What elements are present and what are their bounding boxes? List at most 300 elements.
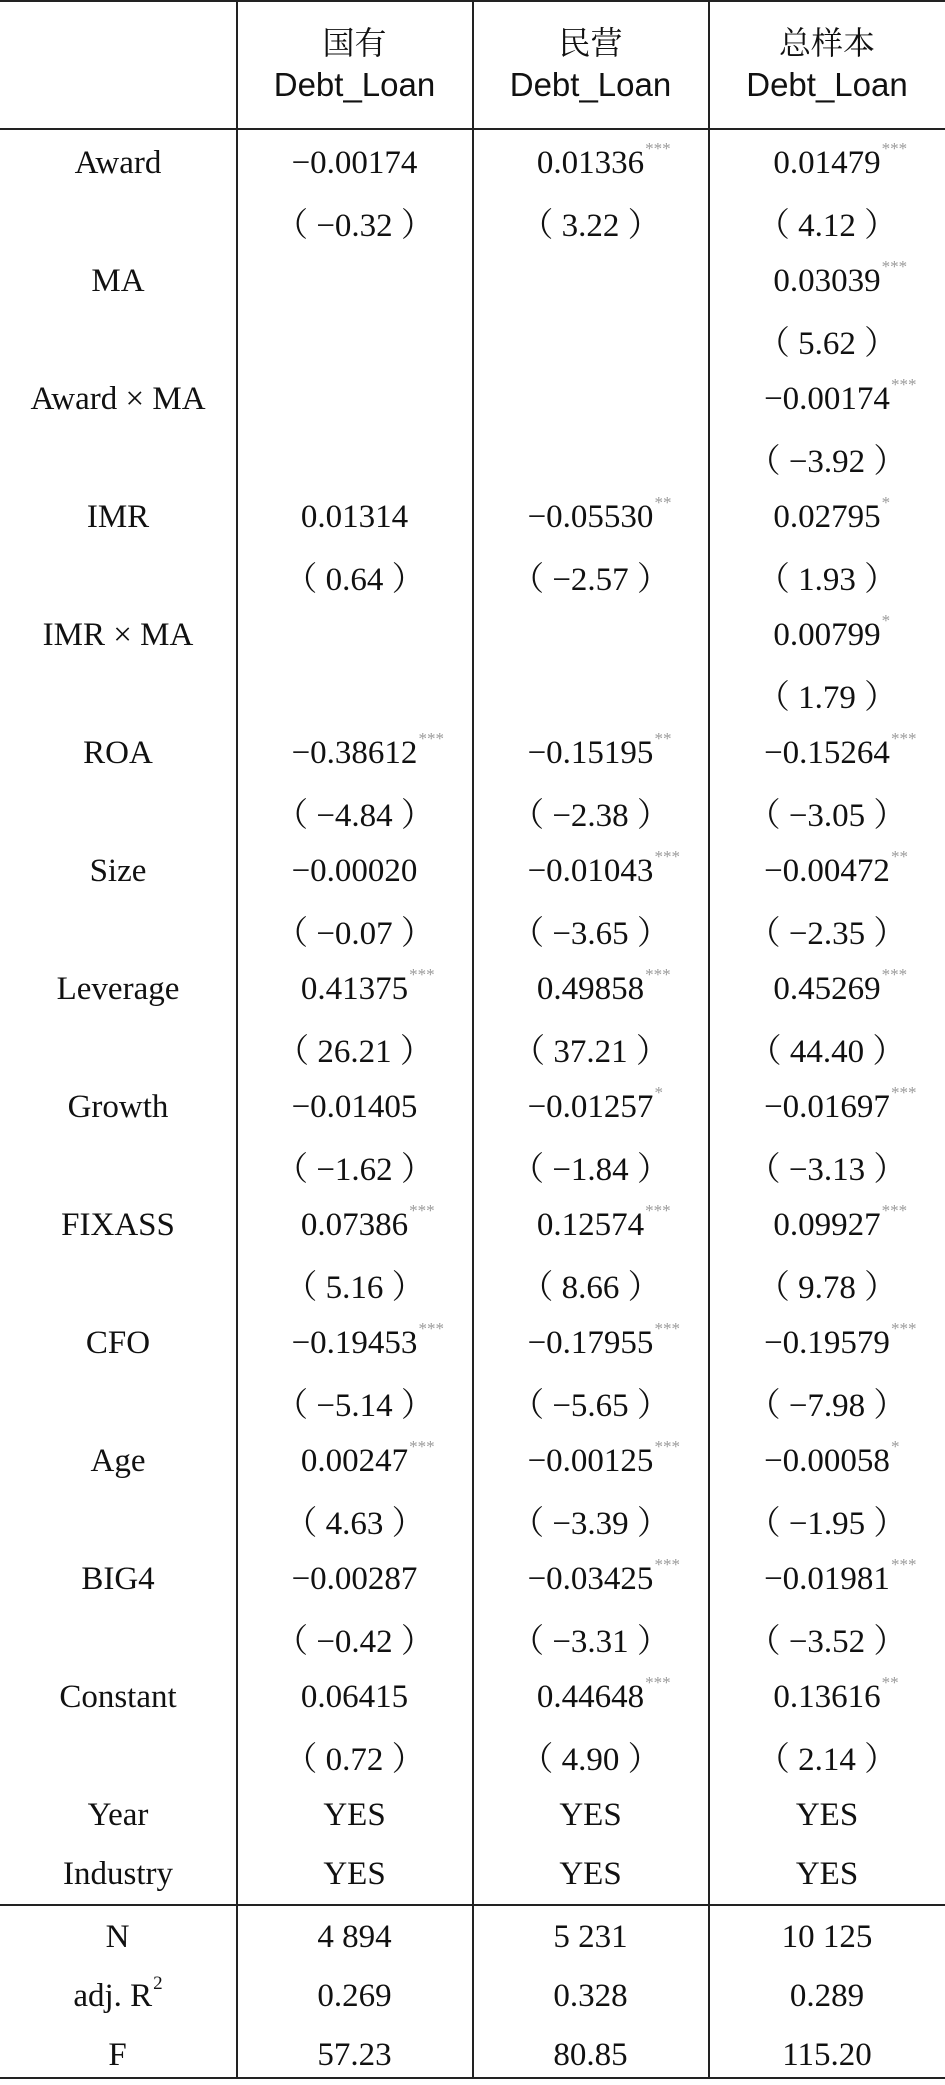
cell-wrap: [773, 1673, 899, 1716]
cell-value: （ −3.13 ）: [747, 1152, 907, 1188]
table-cell: [473, 1491, 708, 1550]
significance-stars: ***: [418, 729, 444, 748]
cell-value: −0.05530: [527, 499, 654, 535]
cell-value: 0.09927: [773, 1207, 881, 1243]
table-cell: [237, 193, 472, 252]
cell-value: −0.00174: [764, 381, 890, 417]
cell-value: （ −0.42 ）: [275, 1624, 434, 1660]
table-cell: [473, 783, 708, 842]
table-cell: [473, 311, 708, 370]
table-cell: [709, 1196, 945, 1255]
table-cell: [237, 960, 472, 1019]
table-cell: [237, 724, 472, 783]
table-cell: [709, 547, 945, 606]
table-cell: [709, 1137, 945, 1196]
row-label: Growth: [67, 1089, 169, 1125]
stat-value: 5 231: [553, 1919, 628, 1955]
table-row: [0, 783, 945, 842]
significance-stars: *: [881, 493, 891, 512]
significance-stars: ***: [645, 1201, 671, 1220]
cell-value: −0.19579: [764, 1325, 890, 1361]
cell-wrap: [748, 1143, 907, 1190]
table-cell: [473, 606, 708, 665]
cell-value: （ −1.84 ）: [511, 1152, 670, 1188]
table-cell: [709, 1609, 945, 1668]
stat-value: 0.328: [553, 1978, 628, 2014]
table-cell: [237, 1609, 472, 1668]
cell-wrap: [757, 553, 897, 600]
cell-value: （ 26.21 ）: [276, 1034, 433, 1070]
cell-value: （ 8.66 ）: [520, 1270, 661, 1306]
cell-wrap: [764, 1555, 917, 1598]
cell-wrap: [292, 145, 418, 182]
table-cell: [473, 193, 708, 252]
cell-value: （ 5.16 ）: [284, 1270, 425, 1306]
stats-row: [0, 2026, 945, 2085]
cell-wrap: [511, 1497, 670, 1544]
cell-wrap: [527, 1437, 680, 1480]
row-label: Award: [74, 145, 162, 181]
significance-stars: ***: [645, 139, 671, 158]
table-cell: [709, 783, 945, 842]
cell-value: （ −2.35 ）: [747, 916, 907, 952]
table-row: [0, 724, 945, 783]
table-cell: [473, 1314, 708, 1373]
cell-value: （ 2.14 ）: [756, 1742, 898, 1778]
table-row: [0, 488, 945, 547]
cell-wrap: [527, 1319, 680, 1362]
stat-value: 115.20: [782, 2037, 872, 2073]
significance-stars: ***: [654, 1319, 680, 1338]
row-label: [0, 1255, 236, 1314]
cell-value: （ −0.07 ）: [275, 916, 434, 952]
cell-value: 0.02795: [773, 499, 881, 535]
table-row: [0, 1845, 945, 1904]
table-row: [0, 193, 945, 252]
row-label: IMR: [86, 499, 150, 535]
cell-wrap: [275, 199, 434, 246]
table-row: [0, 370, 945, 429]
table-cell: [237, 134, 472, 193]
cell-wrap: [527, 847, 680, 890]
cell-wrap: [748, 907, 907, 954]
row-label: [0, 783, 236, 842]
column-header-full-sample: [709, 0, 945, 128]
table-cell: [709, 1668, 945, 1727]
table-row: [0, 1668, 945, 1727]
cell-wrap: [773, 965, 908, 1008]
table-row: [0, 901, 945, 960]
row-label: [0, 1137, 236, 1196]
cell-wrap: [323, 1797, 385, 1834]
table-row: [0, 547, 945, 606]
cell-wrap: [520, 1261, 660, 1308]
cell-wrap: [275, 1615, 434, 1662]
stat-label-text: F: [108, 2037, 127, 2073]
table-row: [0, 1432, 945, 1491]
cell-value: YES: [795, 1797, 859, 1833]
cell-wrap: [284, 1733, 424, 1780]
cell-value: （ −0.32 ）: [275, 208, 434, 244]
cell-value: 0.01314: [300, 499, 409, 535]
table-cell: [237, 665, 472, 724]
row-label: Size: [89, 853, 147, 889]
cell-wrap: [275, 1379, 434, 1426]
table-cell: [237, 901, 472, 960]
significance-stars: ***: [645, 1673, 671, 1692]
cell-wrap: [764, 1437, 900, 1480]
cell-wrap: [292, 853, 418, 890]
cell-value: （ 44.40 ）: [748, 1034, 906, 1070]
cell-value: −0.03425: [527, 1561, 654, 1597]
cell-value: −0.38612: [291, 735, 418, 771]
cell-wrap: [300, 1201, 435, 1244]
table-cell: [473, 1786, 708, 1845]
column-header-private: [473, 0, 708, 128]
table-cell: [237, 1255, 472, 1314]
significance-stars: *: [890, 1437, 900, 1456]
cell-wrap: [284, 553, 424, 600]
table-cell: [237, 488, 472, 547]
cell-value: 0.01479: [773, 145, 881, 181]
cell-wrap: [511, 789, 670, 836]
table-cell: [473, 1668, 708, 1727]
cell-value: （ 9.78 ）: [756, 1270, 898, 1306]
cell-wrap: [796, 1856, 858, 1893]
cell-value: YES: [559, 1797, 622, 1833]
table-row: [0, 1255, 945, 1314]
cell-wrap: [757, 1261, 897, 1308]
table-cell: [237, 1786, 472, 1845]
table-row: [0, 1550, 945, 1609]
cell-wrap: [511, 1379, 670, 1426]
table-cell: [473, 1845, 708, 1904]
cell-wrap: [748, 435, 907, 482]
cell-value: （ −1.62 ）: [275, 1152, 434, 1188]
significance-stars: ***: [881, 139, 908, 158]
table-cell: [473, 1432, 708, 1491]
table-cell: [709, 1314, 945, 1373]
table-cell: [709, 429, 945, 488]
table-cell: [237, 783, 472, 842]
table-cell: [473, 960, 708, 1019]
row-label: ROA: [83, 735, 153, 771]
cell-value: −0.01697: [764, 1089, 890, 1125]
cell-value: −0.00020: [291, 853, 418, 889]
significance-stars: ***: [890, 375, 917, 394]
significance-stars: *: [881, 611, 891, 630]
cell-value: （ 0.64 ）: [284, 562, 425, 598]
table-cell: [709, 1078, 945, 1137]
cell-wrap: [511, 907, 670, 954]
significance-stars: ***: [654, 1555, 680, 1574]
table-cell: [237, 1196, 472, 1255]
table-cell: [237, 842, 472, 901]
significance-stars: **: [890, 847, 908, 866]
table-row: [0, 606, 945, 665]
cell-value: （ 4.90 ）: [520, 1742, 661, 1778]
table-row: [0, 429, 945, 488]
cell-value: （ −3.31 ）: [511, 1624, 670, 1660]
table-cell: [473, 370, 708, 429]
cell-wrap: [748, 1615, 907, 1662]
cell-value: 0.00247: [300, 1443, 409, 1479]
table-cell: [709, 311, 945, 370]
cell-value: −0.15195: [527, 735, 654, 771]
cell-value: （ −2.38 ）: [511, 798, 670, 834]
cell-value: YES: [559, 1856, 622, 1892]
cell-value: （ −7.98 ）: [747, 1388, 907, 1424]
cell-value: 0.03039: [773, 263, 881, 299]
table-cell: [709, 134, 945, 193]
cell-wrap: [520, 1733, 660, 1780]
cell-value: （ −3.05 ）: [747, 798, 907, 834]
table-cell: [473, 1373, 708, 1432]
table-cell: [473, 1727, 708, 1786]
table-cell: [473, 1550, 708, 1609]
table-row: [0, 252, 945, 311]
stats-row: [0, 1967, 945, 2026]
row-label: Industry: [63, 1856, 173, 1892]
table-cell: [237, 1668, 472, 1727]
cell-wrap: [291, 729, 444, 772]
cell-value: 0.07386: [300, 1207, 409, 1243]
cell-wrap: [764, 729, 917, 772]
table-cell: [473, 1078, 708, 1137]
cell-value: （ −3.92 ）: [747, 444, 907, 480]
stat-label: [0, 1967, 236, 2026]
table-cell: [237, 1078, 472, 1137]
table-cell: [473, 488, 708, 547]
cell-wrap: [511, 1615, 670, 1662]
cell-wrap: [511, 1143, 670, 1190]
cell-wrap: [276, 1025, 433, 1072]
cell-wrap: [748, 1379, 907, 1426]
cell-value: （ −1.95 ）: [747, 1506, 907, 1542]
cell-wrap: [284, 1261, 424, 1308]
table-cell: [709, 1845, 945, 1904]
cell-value: （ 5.62 ）: [756, 326, 898, 362]
table-cell: [473, 252, 708, 311]
row-label: MA: [91, 263, 145, 299]
cell-value: （ −3.52 ）: [747, 1624, 907, 1660]
cell-value: （ −5.14 ）: [275, 1388, 434, 1424]
cell-value: （ 1.79 ）: [756, 680, 898, 716]
row-label: [0, 1019, 236, 1078]
cell-value: −0.01043: [527, 853, 654, 889]
cell-value: （ −4.84 ）: [275, 798, 434, 834]
cell-wrap: [520, 199, 660, 246]
column-header-title: 总样本: [778, 24, 875, 62]
cell-wrap: [773, 139, 908, 182]
cell-value: −0.17955: [527, 1325, 654, 1361]
cell-value: −0.15264: [764, 735, 890, 771]
cell-wrap: [773, 1201, 908, 1244]
table-cell: [709, 1550, 945, 1609]
row-label: [0, 1491, 236, 1550]
table-cell: [237, 1727, 472, 1786]
cell-wrap: [536, 1673, 671, 1716]
row-label: [0, 1373, 236, 1432]
significance-stars: **: [654, 493, 672, 512]
cell-value: （ 4.63 ）: [284, 1506, 425, 1542]
row-label: BIG4: [81, 1561, 155, 1597]
table-row: [0, 1609, 945, 1668]
row-label: [0, 1727, 236, 1786]
table-cell: [709, 1786, 945, 1845]
significance-stars: **: [654, 729, 672, 748]
cell-value: −0.01405: [291, 1089, 418, 1125]
table-row: [0, 960, 945, 1019]
significance-stars: ***: [881, 1201, 908, 1220]
cell-value: −0.19453: [291, 1325, 418, 1361]
table-cell: [709, 252, 945, 311]
table-cell: [237, 1550, 472, 1609]
row-label: IMR × MA: [42, 617, 194, 653]
table-cell: [237, 311, 472, 370]
cell-wrap: [301, 499, 408, 536]
cell-value: （ 37.21 ）: [512, 1034, 669, 1070]
row-label: Year: [87, 1797, 149, 1833]
significance-stars: ***: [890, 1319, 917, 1338]
stat-label-text: N: [105, 1919, 130, 1955]
column-header-title: 国有: [322, 24, 387, 62]
significance-stars: ***: [409, 1201, 435, 1220]
table-cell: [237, 1845, 472, 1904]
table-cell: [237, 1432, 472, 1491]
table-cell: [709, 1019, 945, 1078]
cell-wrap: [764, 1319, 917, 1362]
cell-wrap: [292, 1561, 418, 1598]
table-cell: [237, 370, 472, 429]
row-label: [0, 665, 236, 724]
table-cell: [237, 252, 472, 311]
row-label: Leverage: [56, 971, 180, 1007]
cell-wrap: [301, 1679, 408, 1716]
significance-stars: ***: [881, 965, 908, 984]
cell-value: −0.00174: [291, 145, 418, 181]
table-row: [0, 1196, 945, 1255]
cell-value: （ −3.39 ）: [511, 1506, 670, 1542]
cell-wrap: [527, 493, 672, 536]
cell-wrap: [749, 1025, 906, 1072]
cell-wrap: [748, 789, 907, 836]
cell-wrap: [757, 199, 897, 246]
cell-wrap: [748, 1497, 907, 1544]
table-cell: [709, 1727, 945, 1786]
table-cell: [473, 665, 708, 724]
stat-value: 10 125: [781, 1919, 873, 1955]
stat-value: 57.23: [317, 2037, 392, 2073]
cell-wrap: [300, 965, 435, 1008]
stat-label: [0, 1908, 236, 1967]
significance-stars: ***: [881, 257, 908, 276]
table-cell: [709, 901, 945, 960]
cell-value: YES: [795, 1856, 859, 1892]
cell-wrap: [527, 1555, 680, 1598]
table-row: [0, 1786, 945, 1845]
table-cell: [473, 429, 708, 488]
row-label: CFO: [85, 1325, 151, 1361]
column-header-subtitle: Debt_Loan: [746, 66, 908, 103]
cell-wrap: [275, 789, 434, 836]
stat-label: [0, 2026, 236, 2085]
significance-stars: ***: [890, 729, 917, 748]
cell-wrap: [511, 553, 670, 600]
table-cell: [709, 842, 945, 901]
cell-value: −0.00287: [291, 1561, 418, 1597]
table-cell: [237, 1137, 472, 1196]
cell-wrap: [773, 257, 908, 300]
row-label: Age: [90, 1443, 146, 1479]
cell-wrap: [764, 1083, 917, 1126]
row-label: [0, 547, 236, 606]
row-label: [0, 311, 236, 370]
cell-value: （ −5.65 ）: [511, 1388, 670, 1424]
table-cell: [473, 1019, 708, 1078]
table-cell: [709, 1373, 945, 1432]
table-cell: [709, 488, 945, 547]
cell-value: 0.12574: [536, 1207, 645, 1243]
cell-value: （ −3.65 ）: [511, 916, 670, 952]
column-header-state-owned: [237, 0, 472, 128]
significance-stars: ***: [418, 1319, 444, 1338]
table-cell: [473, 901, 708, 960]
table-row: [0, 665, 945, 724]
cell-wrap: [559, 1856, 621, 1893]
cell-value: 0.06415: [300, 1679, 409, 1715]
column-header-subtitle: Debt_Loan: [509, 66, 672, 103]
table-cell: [237, 606, 472, 665]
table-cell: [237, 1491, 472, 1550]
significance-stars: ***: [409, 965, 435, 984]
cell-value: 0.49858: [536, 971, 645, 1007]
significance-stars: **: [881, 1673, 899, 1692]
table-cell: [237, 1019, 472, 1078]
table-row: [0, 1078, 945, 1137]
table-row: [0, 311, 945, 370]
cell-wrap: [323, 1856, 385, 1893]
table-cell: [237, 429, 472, 488]
significance-stars: ***: [890, 1083, 917, 1102]
table-cell: [709, 193, 945, 252]
cell-value: −0.01981: [764, 1561, 890, 1597]
cell-value: YES: [323, 1797, 386, 1833]
table-row: [0, 1491, 945, 1550]
table-row: [0, 1019, 945, 1078]
cell-wrap: [292, 1089, 418, 1126]
table-cell: [473, 134, 708, 193]
table-cell: [473, 1196, 708, 1255]
table-cell: [709, 724, 945, 783]
table-row: [0, 1727, 945, 1786]
stats-row: [0, 1908, 945, 1967]
table-row: [0, 1314, 945, 1373]
cell-wrap: [527, 1083, 663, 1126]
cell-wrap: [536, 1201, 671, 1244]
table-cell: [473, 724, 708, 783]
table-cell: [237, 547, 472, 606]
table-cell: [237, 1314, 472, 1373]
cell-wrap: [275, 1143, 434, 1190]
cell-value: （ 0.72 ）: [284, 1742, 425, 1778]
significance-stars: ***: [654, 847, 680, 866]
cell-wrap: [300, 1437, 435, 1480]
table-cell: [709, 1491, 945, 1550]
table-row: [0, 1373, 945, 1432]
significance-stars: ***: [654, 1437, 680, 1456]
row-label: [0, 193, 236, 252]
